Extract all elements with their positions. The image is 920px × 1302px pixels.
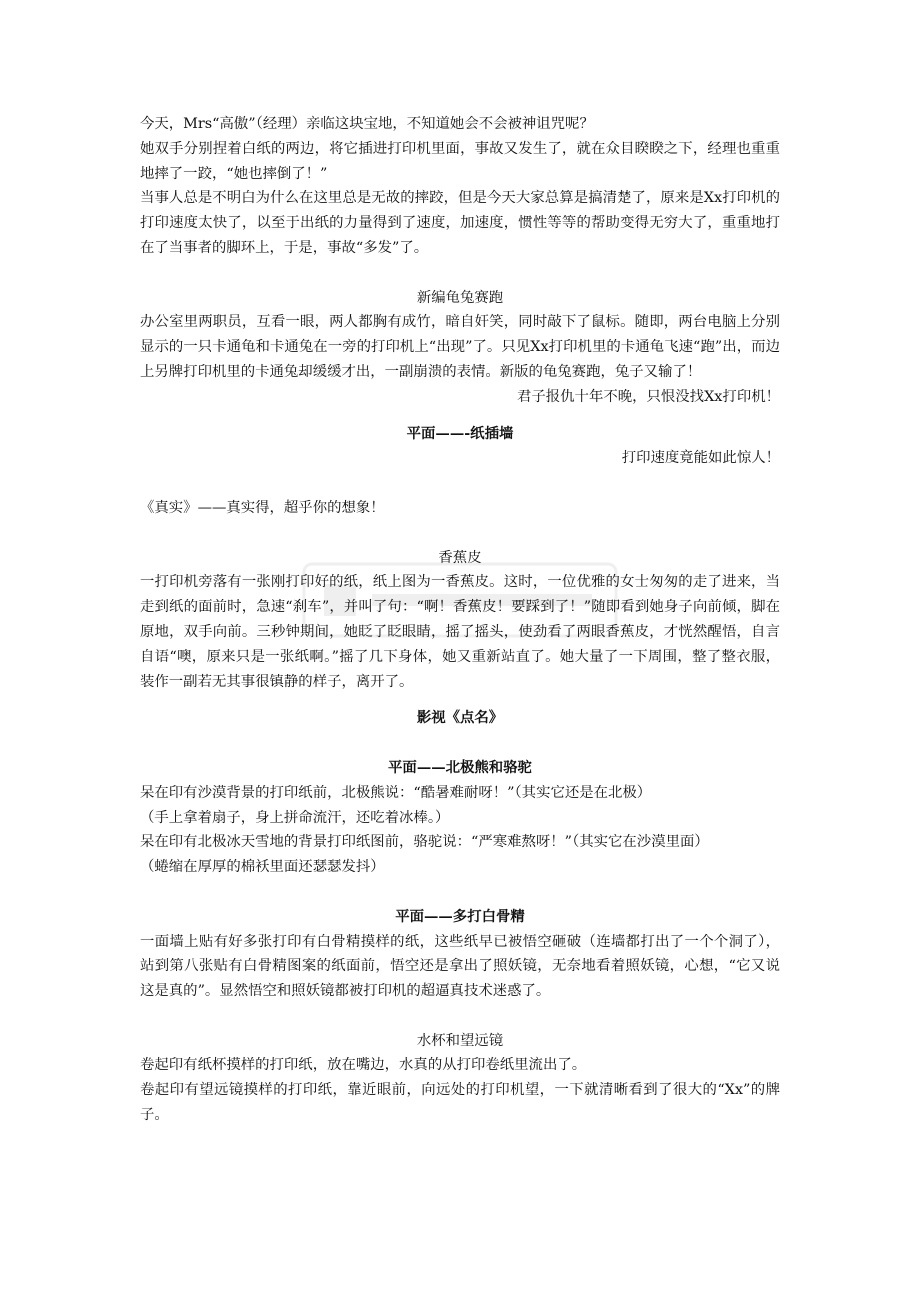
paragraph: 当事人总是不明白为什么在这里总是无故的摔跤，但是今天大家总算是搞清楚了，原来是Xx打印机的打印速度太快了，以至于出纸的力量得到了速度，加速度，惯性等等的帮助变得无穷大了，重重地打在了当事者的脚环上，于是，事故“多发”了。 <box>140 190 780 256</box>
line: 呆在印有沙漠背景的打印纸前，北极熊说：“酷暑难耐呀！”（其实它还是在北极） <box>140 784 652 801</box>
line: 呆在印有北极冰天雪地的背景打印纸图前，骆驼说：“严寒难熬呀！”（其实它在沙漠里面） <box>140 834 709 851</box>
line: （手上拿着扇子，身上拼命流汗，还吃着冰棒。） <box>140 809 450 826</box>
paragraph: 一打印机旁落有一张刚打印好的纸，纸上图为一香蕉皮。这时，一位优雅的女士匆匆的走了进来，当走到纸的面前时，急速“刹车”，并叫了句：“啊！香蕉皮！要踩到了！”随即看到她身子向前倾，脚在原地，双手向前。三秒钟期间，她眨了眨眼睛，摇了摇头，使劲看了两眼香蕉皮，才恍然醒悟，自言自语“噢，原来只是一张纸啊。”摇了几下身体，她又重新站直了。她大量了一下周围，整了整衣服，装作一副若无其事很镇静的样子，离开了。 <box>140 574 780 690</box>
paragraph: 她双手分别捏着白纸的两边，将它插进打印机里面，事故又发生了，就在众目睽睽之下，经理也重重地摔了一跤，“她也摔倒了！” <box>140 140 780 182</box>
paragraph: 今天，Mrs“高傲”（经理）亲临这块宝地，不知道她会不会被神诅咒呢？ <box>140 116 594 132</box>
section-title-tortoise: 新编龟兔赛跑 <box>416 289 504 306</box>
spacer <box>140 880 780 905</box>
spacer <box>140 1004 780 1029</box>
section-title-bone: 平面——多打白骨精 <box>395 907 525 925</box>
section-title-wall: 平面——-纸插墙 <box>406 424 514 442</box>
paragraph: 办公室里两职员，互看一眼，两人都胸有成竹，暗自奸笑，同时敲下了鼠标。随即，两台电脑上分别显示的一只卡通龟和卡通兔在一旁的打印机上“出现”了。只见Xx打印机里的卡通龟飞速“跑”出，而边上另牌打印机里的卡通兔却缓缓才出，一副崩溃的表情。新版的龟兔赛跑，兔子又输了！ <box>140 314 780 380</box>
line: 卷起印有望远镜摸样的打印纸，靠近眼前，向远处的打印机望，一下就清晰看到了很大的“Xx”的牌子。 <box>140 1082 780 1124</box>
spacer <box>140 731 780 756</box>
paragraph: 一面墙上贴有好多张打印有白骨精摸样的纸，这些纸早已被悟空砸破（连墙都打出了一个个洞了），站到第八张贴有白骨精图案的纸面前，悟空还是拿出了照妖镜，无奈地看着照妖镜，心想，“它又说这是真的”。显然悟空和照妖镜都被打印机的超逼真技术迷惑了。 <box>140 933 780 1000</box>
line: （蜷缩在厚厚的棉袄里面还瑟瑟发抖） <box>140 859 385 876</box>
slogan: 打印速度竟能如此惊人！ <box>621 450 780 467</box>
spacer <box>140 521 780 546</box>
spacer <box>140 410 780 422</box>
section-title-film: 影视《点名》 <box>416 709 504 727</box>
spacer <box>140 261 780 286</box>
section-title-polar: 平面——北极熊和骆驼 <box>388 758 532 776</box>
spacer <box>140 694 780 706</box>
section-title-cup: 水杯和望远镜 <box>416 1032 504 1049</box>
paragraph-real: 《真实》——真实得，超乎你的想象！ <box>140 499 385 516</box>
line: 卷起印有纸杯摸样的打印纸，放在嘴边，水真的从打印卷纸里流出了。 <box>140 1057 587 1074</box>
slogan: 君子报仇十年不晚，只恨没找Xx打印机！ <box>516 388 780 405</box>
document-body <box>140 112 780 1128</box>
spacer <box>140 471 780 496</box>
section-title-banana: 香蕉皮 <box>438 549 482 566</box>
